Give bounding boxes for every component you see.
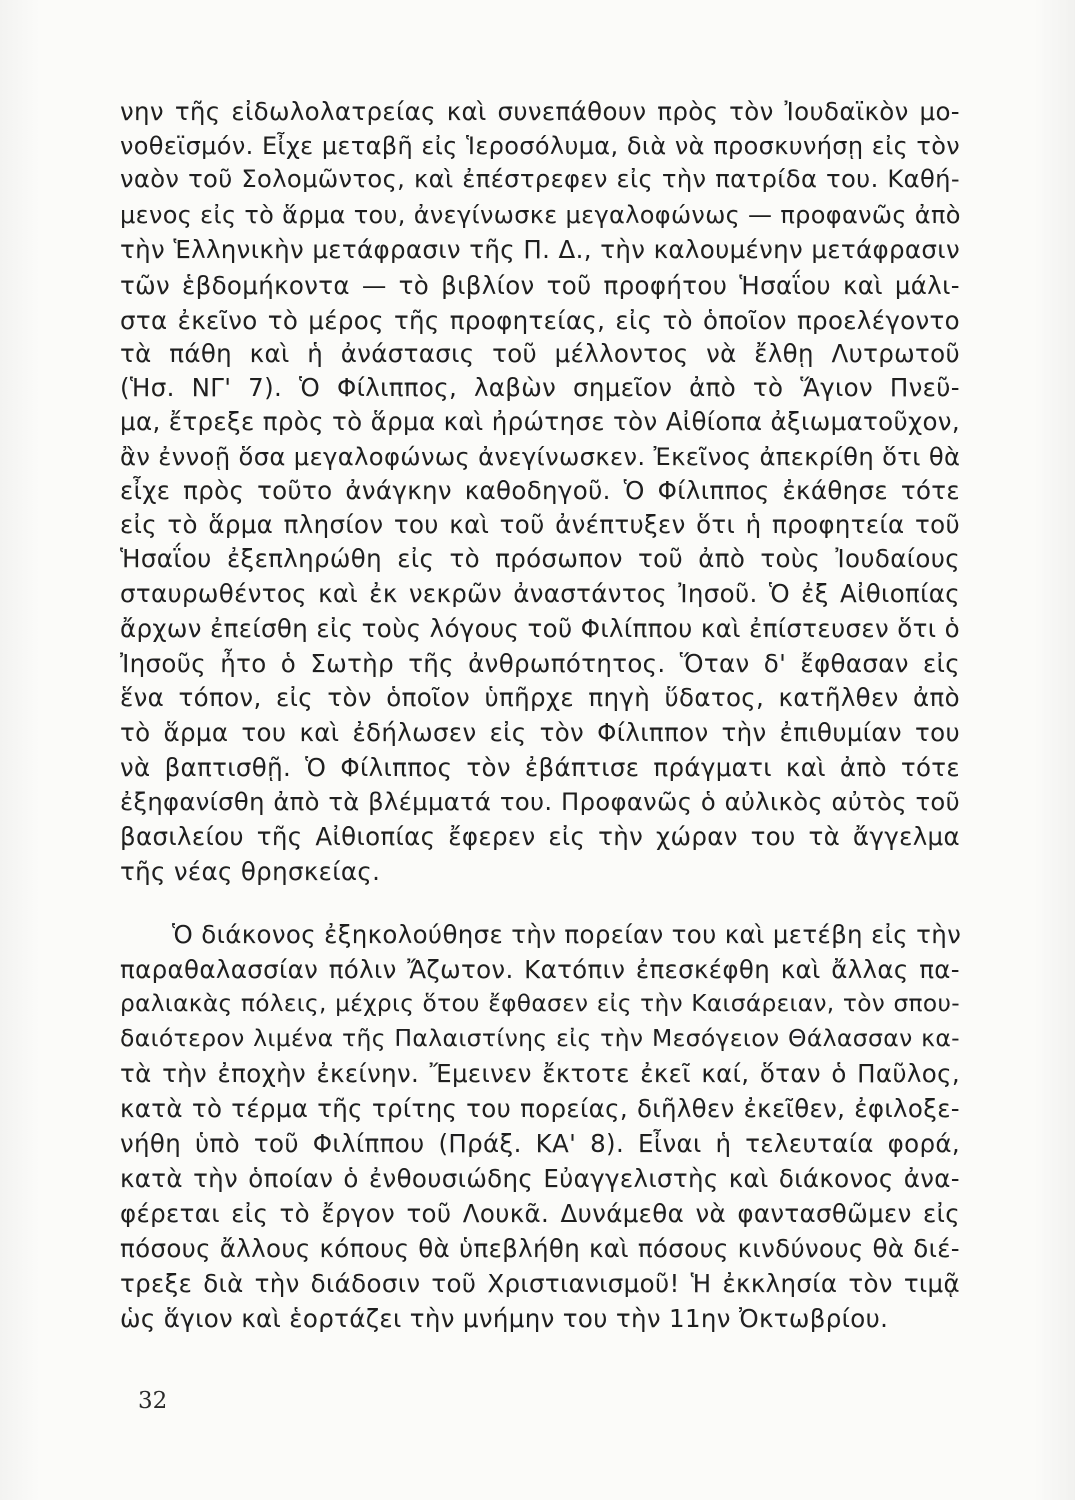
text-line: τὰ τὴν ἐποχὴν ἐκείνην. Ἔμεινεν ἔκτοτε ἐκεῖ καί, ὅταν ὁ Παῦλος, (120, 1059, 960, 1088)
text-line: Ἡσαΐου ἐξεπληρώθη εἰς τὸ πρόσωπον τοῦ ἀπὸ τοὺς Ἰουδαίους (120, 544, 960, 573)
text-line: ἂν ἐννοῇ ὅσα μεγαλοφώνως ἀνεγίνωσκεν. Ἐκεῖνος ἀπεκρίθη ὅτι θὰ (120, 442, 961, 471)
text-line: Ὁ διάκονος ἐξηκολούθησε τὴν πορείαν του καὶ μετέβη εἰς τὴν (172, 920, 962, 949)
text-line: ἐξηφανίσθη ἀπὸ τὰ βλέμματά του. Προφανῶς ὁ αὐλικὸς αὐτὸς τοῦ (120, 787, 960, 816)
text-line: ἕνα τόπον, εἰς τὸν ὁποῖον ὑπῆρχε πηγὴ ὕδατος, κατῆλθεν ἀπὸ (120, 683, 960, 712)
text-line: μα, ἔτρεξε πρὸς τὸ ἅρμα καὶ ἠρώτησε τὸν Αἰθίοπα ἀξιωματοῦχον, (120, 407, 960, 436)
text-line: ραλιακὰς πόλεις, μέχρις ὅτου ἔφθασεν εἰς τὴν Καισάρειαν, τὸν σπου- (120, 990, 960, 1017)
text-line: Ἰησοῦς ἦτο ὁ Σωτὴρ τῆς ἀνθρωπότητος. Ὅταν δ' ἔφθασαν εἰς (120, 649, 960, 678)
text-line: τῶν ἑβδομήκοντα — τὸ βιβλίον τοῦ προφήτου Ἡσαΐου καὶ μάλι- (120, 271, 960, 300)
text-line: (Ἡσ. ΝΓ' 7). Ὁ Φίλιππος, λαβὼν σημεῖον ἀπὸ τὸ Ἅγιον Πνεῦ- (120, 373, 960, 402)
text-line: τὸ ἅρμα του καὶ ἐδήλωσεν εἰς τὸν Φίλιππον τὴν ἐπιθυμίαν του (120, 718, 960, 747)
text-line: εἶχε πρὸς τοῦτο ἀνάγκην καθοδηγοῦ. Ὁ Φίλιππος ἐκάθησε τότε (120, 476, 960, 505)
text-line: βασιλείου τῆς Αἰθιοπίας ἔφερεν εἰς τὴν χώραν του τὰ ἄγγελμα (120, 822, 960, 851)
text-line: τρεξε διὰ τὴν διάδοσιν τοῦ Χριστιανισμοῦ! Ἡ ἐκκλησία τὸν τιμᾷ (120, 1269, 960, 1298)
text-line: νην τῆς εἰδωλολατρείας καὶ συνεπάθουν πρὸς τὸν Ἰουδαϊκὸν μο- (120, 97, 960, 126)
text-line: σταυρωθέντος καὶ ἐκ νεκρῶν ἀναστάντος Ἰησοῦ. Ὁ ἐξ Αἰθιοπίας (120, 579, 960, 608)
text-line: φέρεται εἰς τὸ ἔργον τοῦ Λουκᾶ. Δυνάμεθα νὰ φαντασθῶμεν εἰς (120, 1199, 960, 1228)
text-line: μενος εἰς τὸ ἅρμα του, ἀνεγίνωσκε μεγαλοφώνως — προφανῶς ἀπὸ (120, 201, 961, 229)
text-line: δαιότερον λιμένα τῆς Παλαιστίνης εἰς τὴν Μεσόγειον Θάλασσαν κα- (120, 1024, 960, 1052)
text-line: εἰς τὸ ἅρμα πλησίον του καὶ τοῦ ἀνέπτυξεν ὅτι ἡ προφητεία τοῦ (120, 510, 960, 539)
text-line: πόσους ἄλλους κόπους θὰ ὑπεβλήθη καὶ πόσους κινδύνους θὰ διέ- (120, 1234, 960, 1263)
text-line: νήθη ὑπὸ τοῦ Φιλίππου (Πράξ. ΚΑ' 8). Εἶναι ἡ τελευταία φορά, (120, 1129, 960, 1158)
text-line: στα ἐκεῖνο τὸ μέρος τῆς προφητείας, εἰς τὸ ὁποῖον προελέγοντο (120, 306, 960, 335)
text-line: νοθεϊσμόν. Εἶχε μεταβῆ εἰς Ἱεροσόλυμα, διὰ νὰ προσκυνήσῃ εἰς τὸν (120, 132, 960, 160)
text-line: κατὰ τὸ τέρμα τῆς τρίτης του πορείας, διῆλθεν ἐκεῖθεν, ἐφιλοξε- (120, 1094, 960, 1123)
text-line: τῆς νέας θρησκείας. (120, 857, 381, 886)
page-number: 32 (138, 1388, 168, 1414)
text-line: ἄρχων ἐπείσθη εἰς τοὺς λόγους τοῦ Φιλίππου καὶ ἐπίστευσεν ὅτι ὁ (120, 614, 960, 643)
text-line: ὡς ἅγιον καὶ ἑορτάζει τὴν μνήμην του τὴν 11ην Ὀκτωβρίου. (120, 1304, 889, 1333)
text-line: ναὸν τοῦ Σολομῶντος, καὶ ἐπέστρεφεν εἰς τὴν πατρίδα του. Καθή- (120, 164, 960, 193)
text-line: τὰ πάθη καὶ ἡ ἀνάστασις τοῦ μέλλοντος νὰ ἔλθῃ Λυτρωτοῦ (120, 339, 960, 368)
text-line: κατὰ τὴν ὁποίαν ὁ ἐνθουσιώδης Εὐαγγελιστὴς καὶ διάκονος ἀνα- (120, 1164, 960, 1193)
text-line: τὴν Ἑλληνικὴν μετάφρασιν τῆς Π. Δ., τὴν καλουμένην μετάφρασιν (120, 235, 960, 264)
text-line: νὰ βαπτισθῇ. Ὁ Φίλιππος τὸν ἐβάπτισε πράγματι καὶ ἀπὸ τότε (120, 753, 960, 782)
text-line: παραθαλασσίαν πόλιν Ἄζωτον. Κατόπιν ἐπεσκέφθη καὶ ἄλλας πα- (120, 955, 960, 984)
